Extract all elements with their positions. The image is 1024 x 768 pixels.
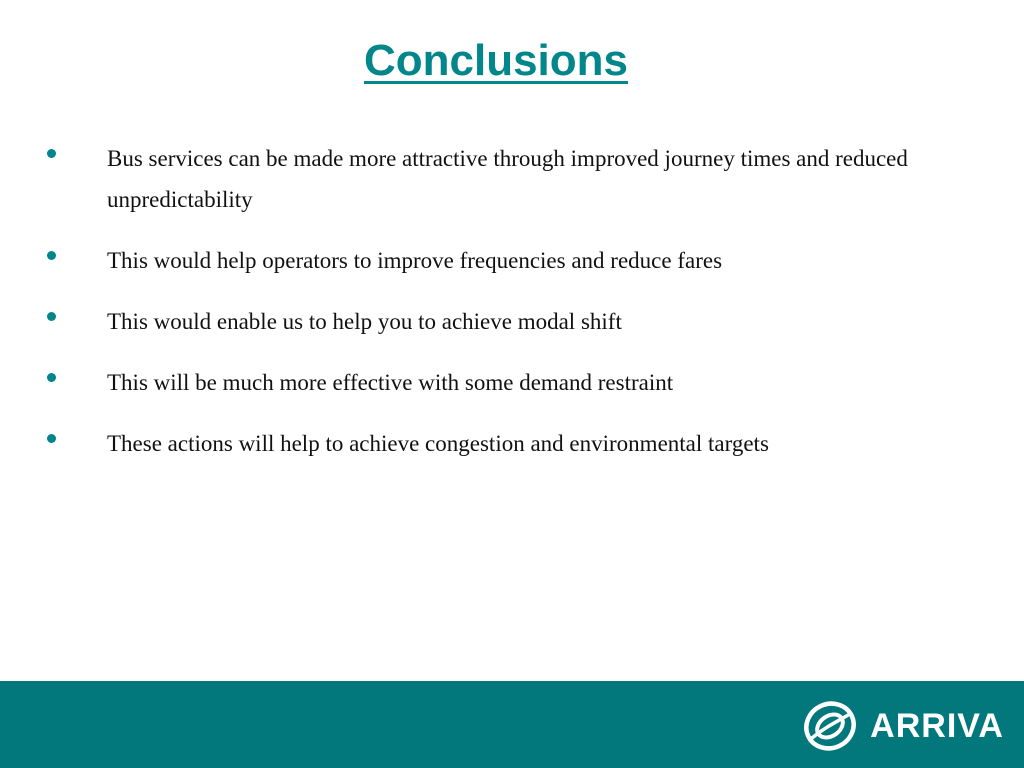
- arriva-logo-icon: [802, 698, 858, 754]
- bullet-dot-icon: [47, 251, 56, 260]
- bullet-dot-icon: [47, 434, 56, 443]
- bullet-item: [42, 240, 942, 281]
- bullet-dot-icon: [47, 373, 56, 382]
- bullet-text: These actions will help to achieve congestion and environmental targets: [107, 431, 769, 456]
- arriva-logo-text: ARRIVA: [870, 706, 1004, 745]
- bullet-text: Bus services can be made more attractive through improved journey times and reduced unpredictability: [107, 146, 908, 212]
- bullet-list: [42, 138, 942, 484]
- bullet-item: [42, 138, 942, 220]
- bullet-text: This would help operators to improve frequencies and reduce fares: [107, 248, 723, 273]
- slide-title: [0, 34, 992, 88]
- bullet-text: This will be much more effective with some demand restraint: [107, 370, 674, 395]
- arriva-logo: [802, 697, 1004, 755]
- bullet-dot-icon: [47, 149, 56, 158]
- bullet-item: [42, 362, 942, 403]
- bullet-item: [42, 301, 942, 342]
- footer-bar: [0, 681, 1024, 768]
- bullet-item: [42, 423, 942, 464]
- slide-title-text: Conclusions: [363, 36, 629, 85]
- bullet-text: This would enable us to help you to achieve modal shift: [107, 309, 622, 334]
- bullet-dot-icon: [47, 312, 56, 321]
